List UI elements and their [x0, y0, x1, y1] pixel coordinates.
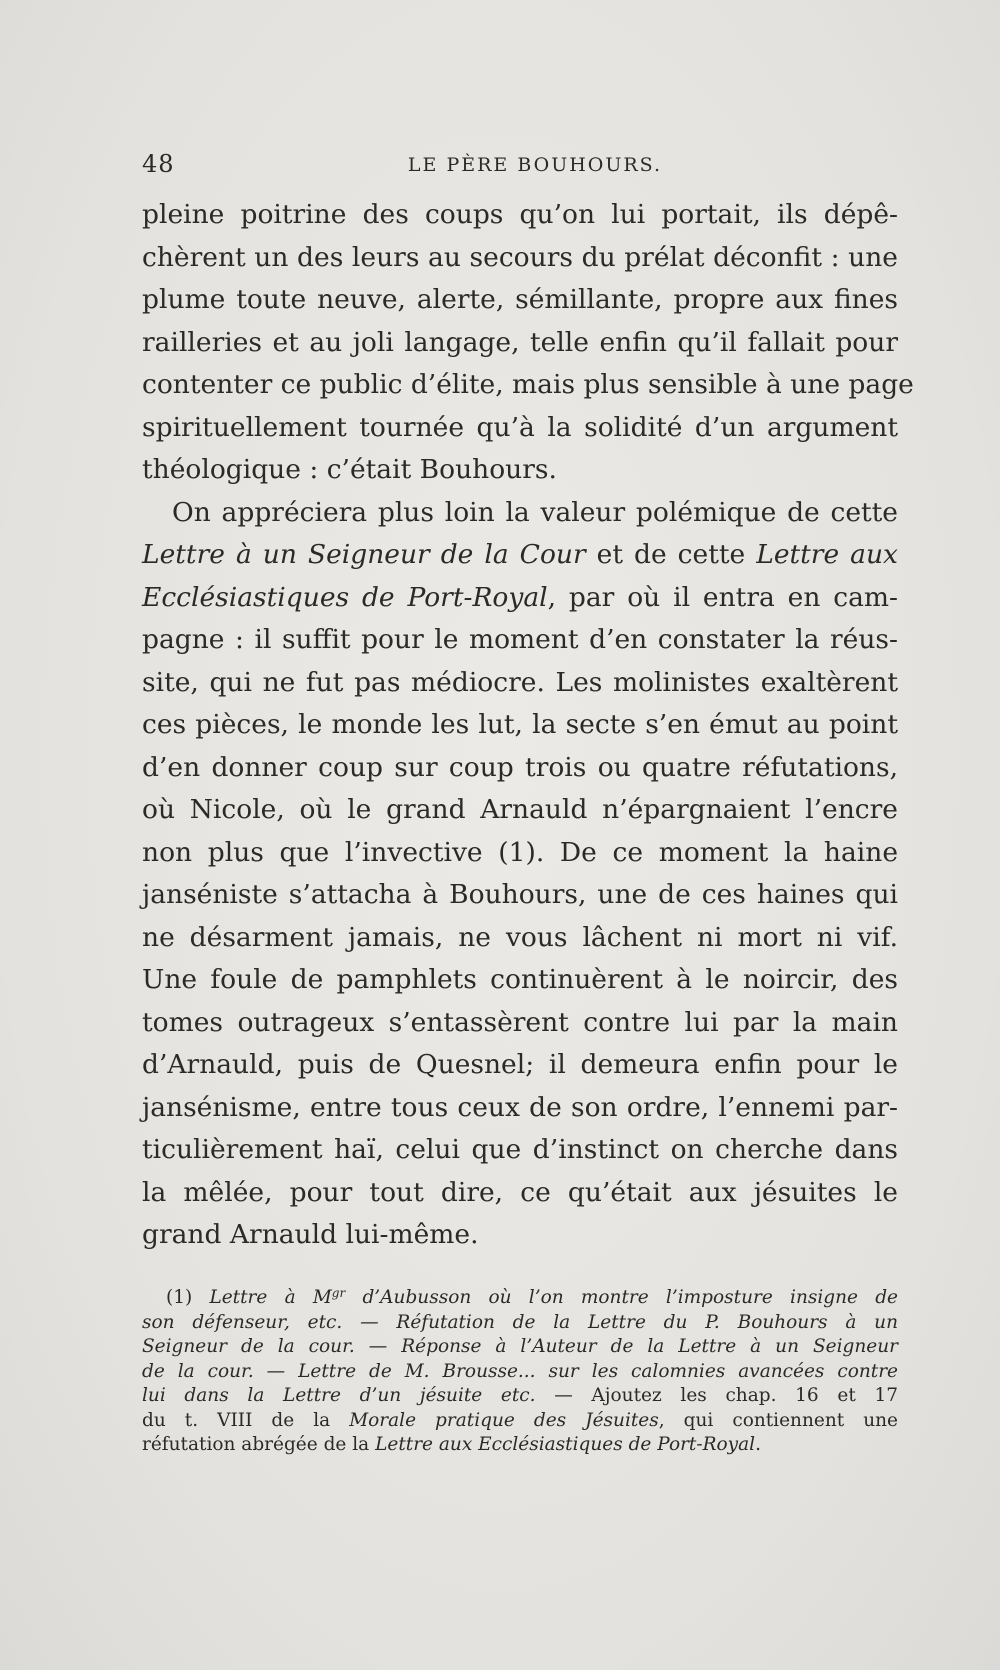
- paragraph-1: [142, 194, 914, 492]
- text-line: tomes outrageux s’entassèrent contre lui par la main: [142, 1006, 898, 1038]
- text-line: ces pièces, le monde les lut, la secte s’en émut au point: [142, 709, 898, 740]
- text-line: site, qui ne fut pas médiocre. Les molinistes exaltèrent: [142, 666, 898, 698]
- page-number: 48: [142, 150, 175, 178]
- body-text: [142, 194, 914, 1257]
- text-line: théologique : c’était Bouhours.: [142, 454, 557, 485]
- text-run: Lettre à M: [209, 1287, 332, 1308]
- text-line: contenter ce public d’élite, mais plus sensible à une page: [142, 369, 914, 400]
- text-line: la mêlée, pour tout dire, ce qu’était aux jésuites le: [142, 1176, 898, 1208]
- footnote-line: de la cour. — Lettre de M. Brousse... sur les calomnies avancées contre: [142, 1360, 898, 1382]
- text-line: plume toute neuve, alerte, sémillante, propre aux fines: [142, 284, 898, 315]
- text-line: d’en donner coup sur coup trois ou quatre réfutations,: [142, 751, 898, 783]
- footnote-line: [142, 1286, 898, 1311]
- footnote-line: [142, 1409, 898, 1434]
- text-line: grand Arnauld lui-même.: [142, 1219, 479, 1250]
- italic-title: Ecclésiastiques de Port-Royal: [142, 581, 548, 613]
- italic-title: Lettre aux: [756, 539, 898, 570]
- text-line: On appréciera plus loin la valeur polémique de cette: [172, 496, 898, 528]
- text-run: , par où il entra en cam-: [547, 581, 898, 613]
- text-line: spirituellement tournée qu’à la solidité d’un argument: [142, 411, 898, 443]
- text-run: et de cette: [585, 539, 757, 570]
- text-line: Une foule de pamphlets continuèrent à le noircir, des: [142, 964, 898, 995]
- footnote: [142, 1286, 898, 1458]
- text-line: pagne : il suffit pour le moment d’en constater la réus-: [142, 624, 898, 655]
- footnote-line: Seigneur de la cour. — Réponse à l’Auteur de la Lettre à un Seigneur: [142, 1336, 898, 1357]
- text-run: lui dans la Lettre d’un jésuite etc.: [142, 1385, 536, 1406]
- italic-title: Lettre aux Ecclésiastiques de Port-Royal: [375, 1434, 756, 1455]
- text-line: pleine poitrine des coups qu’on lui portait, ils dépê-: [142, 199, 898, 230]
- text-line: chèrent un des leurs au secours du prélat déconfit : une: [142, 241, 898, 273]
- text-line: [142, 577, 898, 620]
- text-run: réfutation abrégée de la: [142, 1434, 376, 1455]
- text-line: non plus que l’invective (1). De ce moment la haine: [142, 836, 898, 868]
- text-line: railleries et au joli langage, telle enfin qu’il fallait pour: [142, 326, 898, 358]
- text-line: ne désarment jamais, ne vous lâchent ni mort ni vif.: [142, 921, 898, 953]
- text-line: janséniste s’attacha à Bouhours, une de ces haines qui: [142, 879, 898, 910]
- paragraph-2: [142, 492, 898, 1257]
- footnote-line: son défenseur, etc. — Réfutation de la Lettre du P. Bouhours à un: [142, 1311, 898, 1333]
- running-head: [142, 150, 898, 180]
- footnote-line: [142, 1384, 898, 1409]
- text-run: .: [755, 1434, 761, 1455]
- text-run: d’Aubusson où l’on montre l’imposture insigne de: [345, 1287, 898, 1308]
- italic-title: Lettre à un Seigneur de la Cour: [142, 539, 586, 570]
- footnote-line: [142, 1433, 898, 1458]
- text-line: [142, 534, 898, 577]
- text-line: ticulièrement haï, celui que d’instinct on cherche dans: [142, 1134, 898, 1165]
- footnote-marker: (1): [166, 1287, 210, 1308]
- text-run: — Ajoutez les chap. 16 et 17: [535, 1385, 898, 1406]
- text-run: , qui contiennent une: [658, 1409, 898, 1431]
- text-line: d’Arnauld, puis de Quesnel; il demeura enfin pour le: [142, 1049, 898, 1080]
- running-title: LE PÈRE BOUHOURS.: [407, 154, 663, 176]
- superscript: gr: [331, 1286, 346, 1300]
- text-run: du t. VIII de la: [142, 1409, 350, 1431]
- text-line: où Nicole, où le grand Arnauld n’épargnaient l’encre: [142, 794, 898, 825]
- italic-title: Morale pratique des Jésuites: [349, 1409, 659, 1431]
- text-line: jansénisme, entre tous ceux de son ordre, l’ennemi par-: [142, 1091, 898, 1123]
